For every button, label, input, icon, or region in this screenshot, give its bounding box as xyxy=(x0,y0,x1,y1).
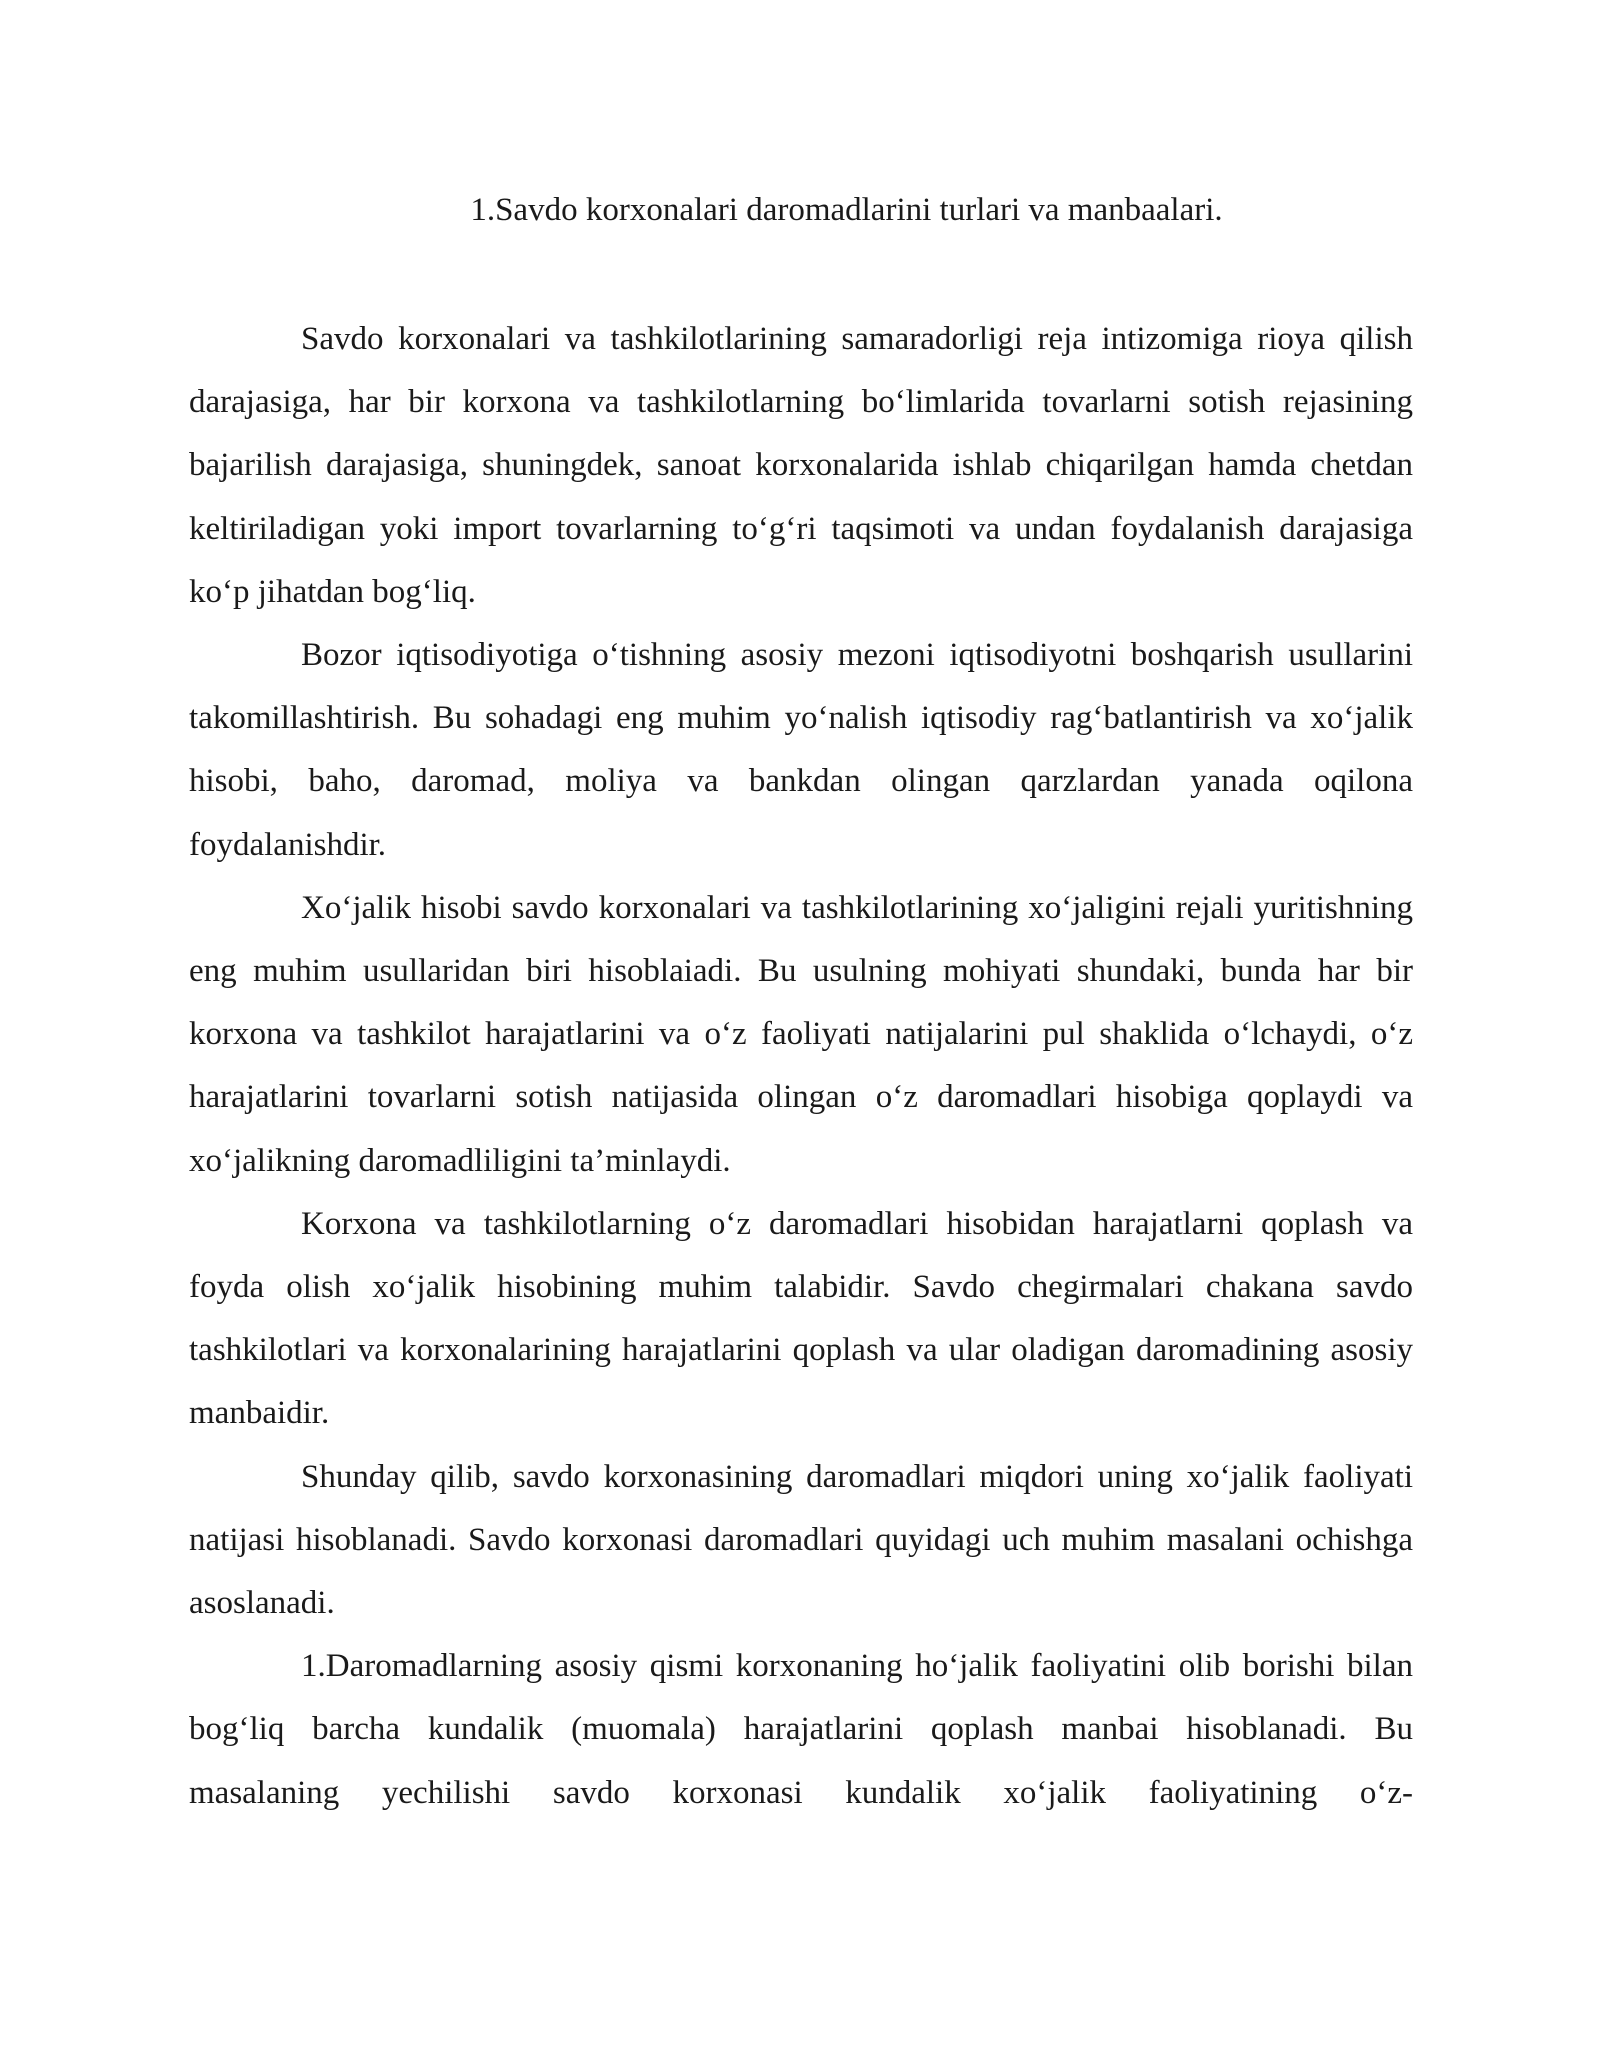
paragraph-3: Xo‘jalik hisobi savdo korxonalari va tashkilotlarining xo‘jaligini rejali yuritishning eng muhim usullaridan biri hisoblaiadi. Bu usulning mohiyati shundaki, bunda har bir korxona va tashkilot harajatlarini va o‘z faoliyati natijalarini pul shaklida o‘lchaydi, o‘z harajatlarini tovarlarni sotish natijasida olingan o‘z daromadlari hisobiga qoplaydi va xo‘jalikning daromadliligini ta’minlaydi. xyxy=(189,889,1413,1179)
paragraph-2: Bozor iqtisodiyotiga o‘tishning asosiy mezoni iqtisodiyotni boshqarish usullarini takomillashtirish. Bu sohadagi eng muhim yo‘nalish iqtisodiy rag‘batlantirish va xo‘jalik hisobi, baho, daromad, moliya va bankdan olingan qarzlardan yanada oqilona foydalanishdir. xyxy=(189,637,1413,863)
paragraph-6: 1.Daromadlarning asosiy qismi korxonaning ho‘jalik faoliyatini olib borishi bilan bog‘liq barcha kundalik (muomala) harajatlarini qoplash manbai hisoblanadi. Bu masalaning yechilishi savdo korxonasi kundalik xo‘jalik faoliyatining o‘z- xyxy=(189,1648,1413,1811)
paragraph-1: Savdo korxonalari va tashkilotlarining samaradorligi reja intizomiga rioya qilish darajasiga, har bir korxona va tashkilotlarning bo‘limlarida tovarlarni sotish rejasining bajarilish darajasiga, shuningdek, sanoat korxonalarida ishlab chiqarilgan hamda chetdan keltiriladigan yoki import tovarlarning to‘g‘ri taqsimoti va undan foydalanish darajasiga ko‘p jihatdan bog‘liq. xyxy=(189,321,1413,610)
paragraph-5: Shunday qilib, savdo korxonasining daromadlari miqdori uning xo‘jalik faoliyati natijasi hisoblanadi. Savdo korxonasi daromadlari quyidagi uch muhim masalani ochishga asoslanadi. xyxy=(189,1458,1413,1622)
section-heading: 1.Savdo korxonalari daromadlarini turlari va manbaalari. xyxy=(470,192,1223,228)
paragraph-4: Korxona va tashkilotlarning o‘z daromadlari hisobidan harajatlarni qoplash va foyda olish xo‘jalik hisobining muhim talabidir. Savdo chegirmalari chakana savdo tashkilotlari va korxonalarining harajatlarini qoplash va ular oladigan daromadining asosiy manbaidir. xyxy=(189,1205,1413,1432)
body-text xyxy=(189,308,1413,1825)
